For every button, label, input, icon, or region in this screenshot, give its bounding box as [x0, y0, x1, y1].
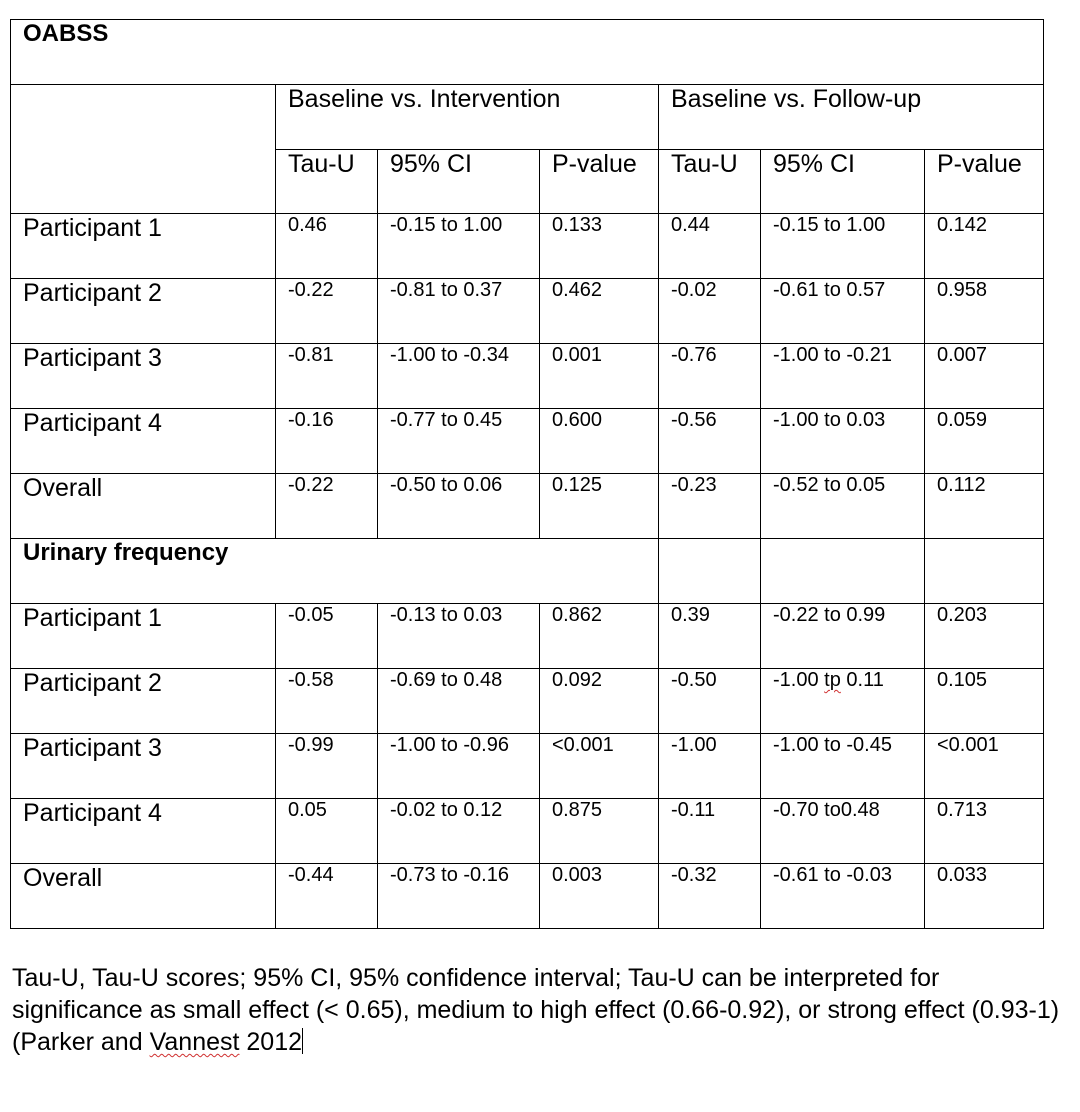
table-cell: 0.105 — [925, 669, 1044, 734]
section-title-oabss: OABSS — [11, 20, 1044, 85]
table-cell: -0.05 — [276, 604, 378, 669]
table-cell: 0.39 — [659, 604, 761, 669]
group-header-intervention: Baseline vs. Intervention — [276, 85, 659, 150]
table-cell — [925, 539, 1044, 604]
table-cell: -0.15 to 1.00 — [761, 214, 925, 279]
table-cell: -0.02 to 0.12 — [378, 799, 540, 864]
row-label: Participant 3 — [11, 344, 276, 409]
text-cursor — [302, 1028, 303, 1054]
row-label: Participant 4 — [11, 799, 276, 864]
table-cell: -1.00 to -0.21 — [761, 344, 925, 409]
table-cell: 0.001 — [540, 344, 659, 409]
table-cell: 0.46 — [276, 214, 378, 279]
oabss-body — [11, 214, 1044, 539]
group-header-row — [11, 85, 1044, 150]
table-cell: -0.52 to 0.05 — [761, 474, 925, 539]
table-cell: -0.81 to 0.37 — [378, 279, 540, 344]
table-row — [11, 409, 1044, 474]
urinary-frequency-body — [11, 604, 1044, 929]
table-cell: -0.61 to 0.57 — [761, 279, 925, 344]
table-row — [11, 344, 1044, 409]
row-label: Overall — [11, 864, 276, 929]
table-cell: -0.99 — [276, 734, 378, 799]
table-cell: 0.033 — [925, 864, 1044, 929]
row-label: Participant 2 — [11, 279, 276, 344]
table-cell: -0.22 — [276, 279, 378, 344]
table-cell: 0.133 — [540, 214, 659, 279]
section-header-row — [11, 20, 1044, 85]
table-cell — [659, 539, 761, 604]
table-cell: -0.22 to 0.99 — [761, 604, 925, 669]
cell-text: -1.00 — [773, 669, 825, 691]
row-label: Overall — [11, 474, 276, 539]
table-cell: 0.125 — [540, 474, 659, 539]
cell-text: 0.11 — [840, 669, 884, 691]
group-header-follow-up: Baseline vs. Follow-up — [659, 85, 1044, 150]
row-label: Participant 2 — [11, 669, 276, 734]
spelling-flag-word: tp — [824, 669, 841, 691]
column-header: P-value — [925, 150, 1044, 214]
table-cell: -0.50 — [659, 669, 761, 734]
table-cell: -0.15 to 1.00 — [378, 214, 540, 279]
table-row — [11, 214, 1044, 279]
table-cell: -0.58 — [276, 669, 378, 734]
table-cell: -0.77 to 0.45 — [378, 409, 540, 474]
table-cell: 0.003 — [540, 864, 659, 929]
row-label: Participant 4 — [11, 409, 276, 474]
table-cell: 0.092 — [540, 669, 659, 734]
table-cell: -0.22 — [276, 474, 378, 539]
table-cell — [761, 669, 925, 734]
table-cell: -0.70 to0.48 — [761, 799, 925, 864]
table-row — [11, 734, 1044, 799]
spelling-flag-word: Vannest — [149, 1028, 240, 1056]
row-label: Participant 3 — [11, 734, 276, 799]
table-cell: -1.00 to -0.34 — [378, 344, 540, 409]
section-header-row — [11, 539, 1044, 604]
table-cell: 0.44 — [659, 214, 761, 279]
column-header: 95% CI — [761, 150, 925, 214]
table-cell — [761, 539, 925, 604]
table-cell: -1.00 to -0.96 — [378, 734, 540, 799]
results-table — [10, 19, 1044, 929]
table-cell: -0.32 — [659, 864, 761, 929]
table-row — [11, 864, 1044, 929]
table-row — [11, 799, 1044, 864]
table-cell: -0.50 to 0.06 — [378, 474, 540, 539]
section-title-urinary-frequency: Urinary frequency — [11, 539, 659, 604]
table-cell: -0.76 — [659, 344, 761, 409]
column-header: Tau-U — [659, 150, 761, 214]
table-footnote[interactable] — [12, 962, 1072, 1058]
table-cell: 0.059 — [925, 409, 1044, 474]
table-cell: 0.958 — [925, 279, 1044, 344]
table-cell: -0.11 — [659, 799, 761, 864]
table-cell: 0.203 — [925, 604, 1044, 669]
table-cell: 0.875 — [540, 799, 659, 864]
table-row — [11, 474, 1044, 539]
table-cell: 0.05 — [276, 799, 378, 864]
table-cell: 0.862 — [540, 604, 659, 669]
column-header: Tau-U — [276, 150, 378, 214]
table-cell: -1.00 to 0.03 — [761, 409, 925, 474]
table-row — [11, 604, 1044, 669]
table-cell: -0.61 to -0.03 — [761, 864, 925, 929]
table-cell: -0.81 — [276, 344, 378, 409]
table-cell: <0.001 — [540, 734, 659, 799]
table-row — [11, 669, 1044, 734]
table-cell: 0.462 — [540, 279, 659, 344]
row-label: Participant 1 — [11, 604, 276, 669]
row-label: Participant 1 — [11, 214, 276, 279]
table-cell: -0.69 to 0.48 — [378, 669, 540, 734]
table-cell: 0.112 — [925, 474, 1044, 539]
column-header: P-value — [540, 150, 659, 214]
table-cell: -0.02 — [659, 279, 761, 344]
table-row — [11, 279, 1044, 344]
table-cell: -1.00 to -0.45 — [761, 734, 925, 799]
table-cell: 0.713 — [925, 799, 1044, 864]
table-cell: -0.23 — [659, 474, 761, 539]
footnote-end: 2012 — [239, 1028, 303, 1056]
column-header: 95% CI — [378, 150, 540, 214]
table-cell: -0.73 to -0.16 — [378, 864, 540, 929]
table-cell: 0.007 — [925, 344, 1044, 409]
table-cell: 0.600 — [540, 409, 659, 474]
table-cell: -0.16 — [276, 409, 378, 474]
table-cell: 0.142 — [925, 214, 1044, 279]
table-cell: -0.56 — [659, 409, 761, 474]
table-cell: -1.00 — [659, 734, 761, 799]
blank-corner-cell — [11, 85, 276, 214]
footnote-text: Tau-U, Tau-U scores; 95% CI, 95% confidence interval; Tau-U can be interpreted for significance as small effect (< 0.65), medium to high effect (0.66-0.92), or strong effect (0.93-1) (Parker and — [12, 964, 1060, 1056]
table-cell: <0.001 — [925, 734, 1044, 799]
table-cell: -0.44 — [276, 864, 378, 929]
table-cell: -0.13 to 0.03 — [378, 604, 540, 669]
